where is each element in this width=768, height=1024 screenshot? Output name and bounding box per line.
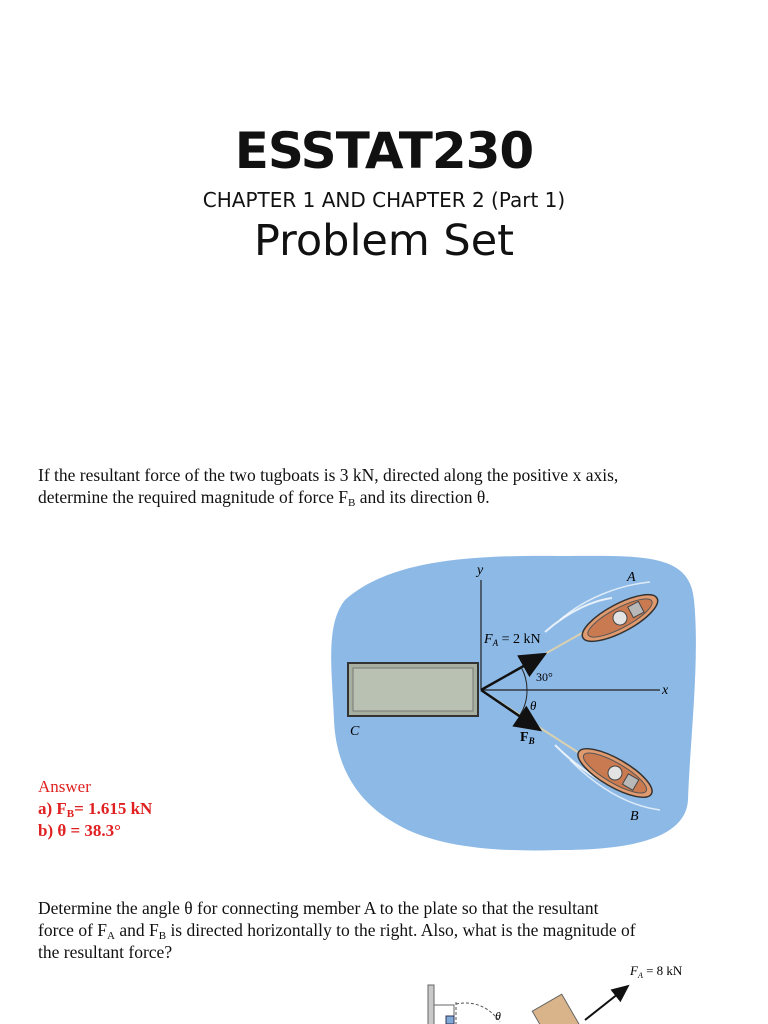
x-axis-label: x: [662, 683, 669, 698]
problem-2-line-1: Determine the angle θ for connecting member A to the plate so that the resultant: [38, 898, 599, 918]
fa-value-2: = 8 kN: [642, 963, 683, 978]
y-axis-label: y: [477, 563, 484, 578]
problem-2-line-2a: force of F: [38, 920, 108, 940]
fb-subscript: B: [528, 736, 535, 746]
chapter-subtitle: CHAPTER 1 AND CHAPTER 2 (Part 1): [202, 188, 566, 212]
answer-block: [38, 776, 152, 842]
answer-a-value: = 1.615 kN: [74, 799, 153, 818]
answer-a-prefix: a) F: [38, 799, 67, 818]
problem-2-line-3: the resultant force?: [38, 942, 173, 962]
problem-2-statement: [38, 897, 738, 963]
boat-b-label: B: [630, 809, 639, 824]
wall: [428, 985, 434, 1024]
fa-label: [483, 632, 541, 648]
answer-label: Answer: [38, 777, 91, 796]
fa-value: = 2 kN: [498, 632, 541, 647]
problem-1-fb-subscript: B: [348, 497, 356, 509]
fb-symbol: F: [520, 730, 529, 745]
answer-a-subscript: B: [66, 808, 75, 820]
fa-8kn-label: [629, 963, 683, 980]
document-heading: Problem Set: [253, 216, 515, 266]
force-fa-arrow-2: [585, 986, 628, 1020]
fa-subscript: A: [492, 638, 499, 648]
point-c-label: C: [350, 724, 360, 739]
answer-b: b) θ = 38.3°: [38, 821, 121, 840]
course-title: ESSTAT230: [234, 122, 534, 180]
fa-symbol: F: [484, 632, 493, 647]
answer-a: [38, 798, 152, 820]
problem-1-line-2-end: and its direction θ.: [355, 487, 490, 507]
problem-1-line-2: determine the required magnitude of force F: [38, 487, 349, 507]
theta-arc: [456, 1003, 500, 1022]
theta-label: θ: [530, 698, 537, 713]
problem-2-line-2c: is directed horizontally to the right. Also, what is the magnitude of: [166, 920, 636, 940]
plate-connector: [446, 1016, 454, 1024]
problem-2-line-2b: and F: [114, 920, 159, 940]
problem-2-fb-subscript: B: [158, 930, 167, 942]
theta-label-2: θ: [495, 1009, 501, 1023]
plate-c-inner: [353, 668, 473, 711]
angle-30-label: 30°: [536, 670, 553, 684]
problem-1-line-1: If the resultant force of the two tugboats is 3 kN, directed along the positive x axis,: [38, 465, 619, 485]
fa-subscript-2: A: [637, 971, 643, 980]
boat-a-label: A: [627, 570, 636, 585]
fa-symbol-2: F: [630, 963, 638, 978]
problem-2-fa-subscript: A: [107, 930, 115, 942]
member-a: [532, 994, 581, 1024]
